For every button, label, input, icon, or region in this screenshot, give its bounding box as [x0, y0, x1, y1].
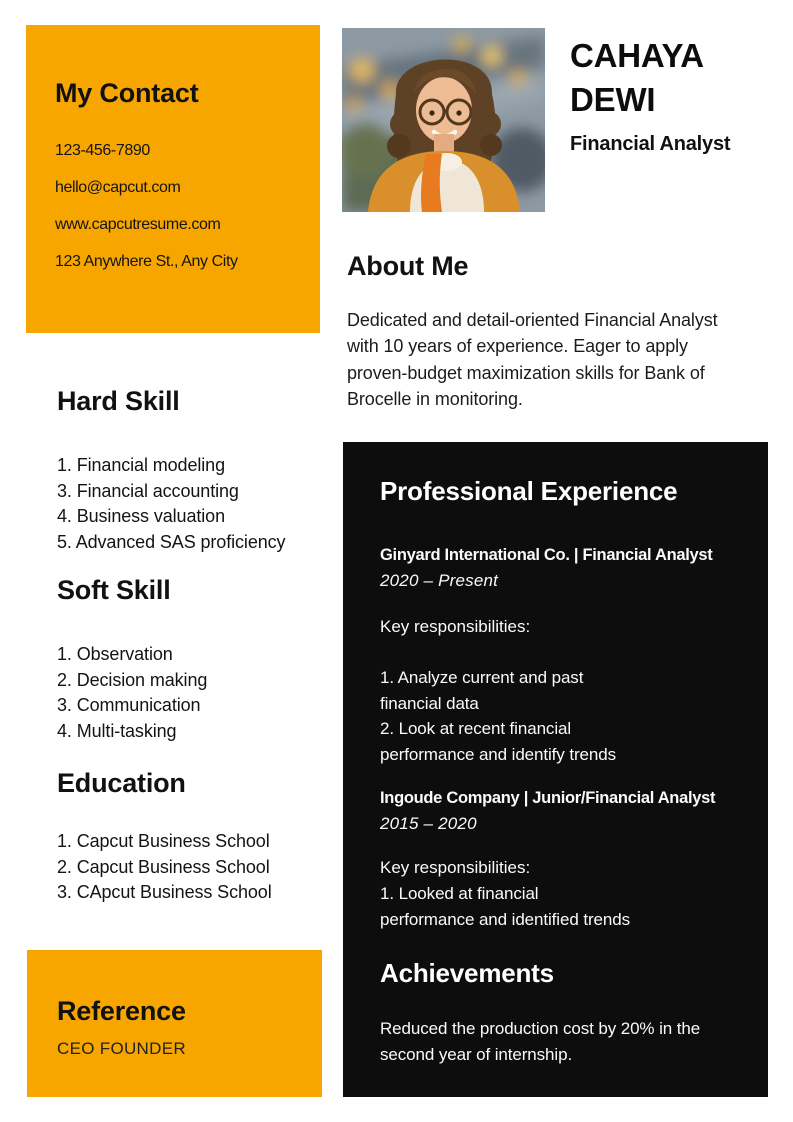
- contact-panel: [26, 25, 320, 333]
- hard-skill-title: Hard Skill: [57, 386, 180, 416]
- responsibility-line: performance and identified trends: [380, 909, 630, 929]
- job-entry: [380, 542, 760, 767]
- responsibilities-label: Key responsibilities:: [380, 858, 531, 877]
- responsibilities-list: [380, 881, 760, 932]
- job-period: 2015 – 2020: [380, 814, 477, 833]
- responsibility-line: performance and identify trends: [380, 744, 616, 764]
- education-title: Education: [57, 768, 186, 798]
- contact-list: [55, 142, 296, 271]
- education-item: 1. Capcut Business School: [57, 831, 270, 851]
- education-item: 3. CApcut Business School: [57, 882, 272, 902]
- hard-skill-item: 3. Financial accounting: [57, 480, 239, 501]
- job-period: 2020 – Present: [380, 571, 499, 590]
- responsibility-line: 1. Looked at financial: [380, 884, 539, 903]
- hard-skill-item: 1. Financial modeling: [57, 455, 225, 475]
- experience-panel: [343, 442, 768, 1097]
- job-entry: [380, 785, 760, 932]
- soft-skill-item: 4. Multi-tasking: [57, 720, 177, 741]
- hard-skill-list: [57, 453, 327, 555]
- name-last: DEWI: [570, 81, 656, 118]
- soft-skill-item: 3. Communication: [57, 695, 201, 715]
- job-heading: Ginyard International Co. | Financial Analyst: [380, 546, 713, 564]
- name-block: [570, 34, 785, 156]
- experience-title: Professional Experience: [380, 476, 678, 506]
- soft-skill-section: [57, 574, 327, 744]
- soft-skill-title: Soft Skill: [57, 575, 171, 605]
- name-first: CAHAYA: [570, 37, 704, 74]
- contact-title: My Contact: [55, 78, 199, 108]
- responsibility-line: financial data: [380, 693, 479, 713]
- responsibilities-label: Key responsibilities:: [380, 617, 531, 636]
- responsibility-line: 1. Analyze current and past: [380, 668, 584, 687]
- achievements-title: Achievements: [380, 958, 554, 988]
- job-heading: Ingoude Company | Junior/Financial Analyst: [380, 789, 716, 807]
- responsibilities-list: [380, 665, 760, 767]
- education-item: 2. Capcut Business School: [57, 856, 270, 877]
- portrait-illustration: [342, 28, 545, 212]
- reference-title: Reference: [57, 996, 186, 1026]
- hard-skill-item: 4. Business valuation: [57, 506, 226, 526]
- soft-skill-list: [57, 642, 327, 744]
- soft-skill-item: 2. Decision making: [57, 669, 208, 690]
- contact-email: hello@capcut.com: [55, 179, 181, 196]
- responsibility-line: 2. Look at recent financial: [380, 719, 572, 738]
- contact-address: 123 Anywhere St., Any City: [55, 253, 238, 270]
- about-section: [347, 250, 747, 412]
- about-title: About Me: [347, 251, 469, 281]
- education-list: [57, 829, 337, 906]
- about-body: Dedicated and detail-oriented Financial Analyst with 10 years of experience. Eager to apply proven-budget maximization skills for Bank of Brocelle in monitoring.: [347, 310, 718, 409]
- hard-skill-item: 5. Advanced SAS proficiency: [57, 531, 286, 552]
- hard-skill-section: [57, 385, 327, 555]
- reference-subtitle: CEO FOUNDER: [57, 1039, 186, 1058]
- contact-website: www.capcutresume.com: [55, 216, 221, 233]
- education-section: [57, 767, 337, 906]
- achievements-body: Reduced the production cost by 20% in the second year of internship.: [380, 1019, 701, 1064]
- contact-phone: 123-456-7890: [55, 142, 150, 159]
- job-title: Financial Analyst: [570, 133, 731, 155]
- profile-photo: [342, 28, 545, 212]
- reference-panel: [27, 950, 322, 1097]
- soft-skill-item: 1. Observation: [57, 644, 173, 664]
